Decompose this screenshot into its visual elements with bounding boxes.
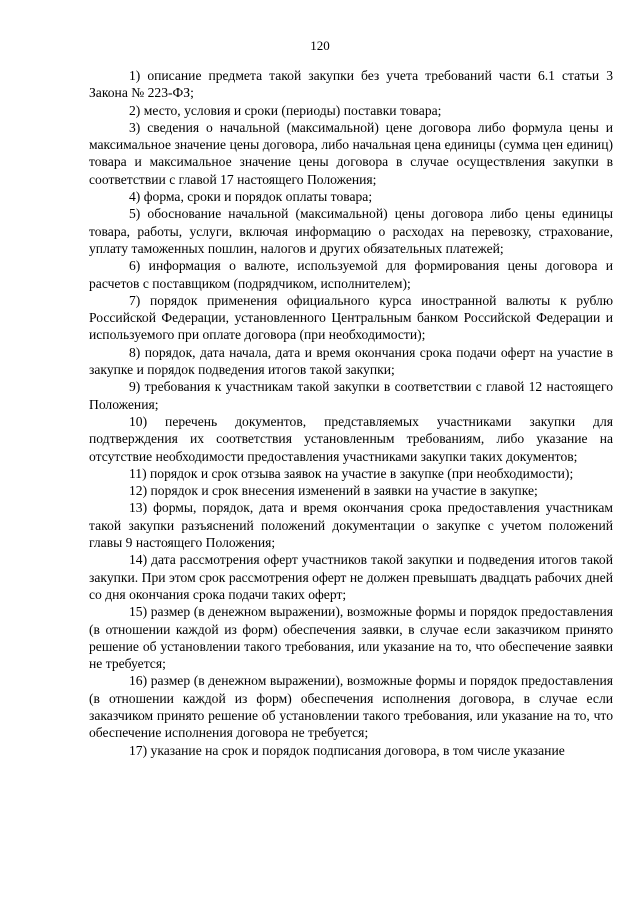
document-body	[89, 67, 613, 759]
page-number: 120	[310, 38, 330, 53]
list-item: 1) описание предмета такой закупки без учета требований части 6.1 статьи 3 Закона № 223-ФЗ;	[89, 68, 613, 101]
list-item: 10) перечень документов, представляемых участниками закупки для подтверждения их соответствия установленным требованиям, либо указание на отсутствие необходимости предоставления участниками закупки таких документов;	[89, 413, 613, 464]
list-item: 16) размер (в денежном выражении), возможные формы и порядок предоставления (в отношении каждой из форм) обеспечения исполнения договора, в случае если заказчиком принято решение об установлении такого требования, или указание на то, что обеспечение исполнения договора не требуется;	[89, 673, 613, 741]
list-item: 17) указание на срок и порядок подписания договора, в том числе указание	[129, 742, 565, 758]
list-item: 13) формы, порядок, дата и время окончания срока предоставления участникам такой закупки разъяснений положений документации о закупке с учетом положений главы 9 настоящего Положения;	[89, 500, 613, 551]
list-item: 4) форма, сроки и порядок оплаты товара;	[129, 189, 373, 205]
list-item: 5) обоснование начальной (максимальной) цены договора либо цены единицы товара, работы, услуги, включая информацию о расходах на перевозку, страхование, уплату таможенных пошлин, налогов и других обязательных платежей;	[89, 206, 613, 256]
list-item: 9) требования к участникам такой закупки в соответствии с главой 12 настоящего Положения;	[89, 379, 613, 412]
list-item: 8) порядок, дата начала, дата и время окончания срока подачи оферт на участие в закупке и порядок подведения итогов такой закупки;	[89, 344, 613, 378]
list-item: 2) место, условия и сроки (периоды) поставки товара;	[129, 102, 442, 118]
list-item: 15) размер (в денежном выражении), возможные формы и порядок предоставления (в отношении каждой из форм) обеспечения заявки, в случае если заказчиком принято решение об установлении такого требования, или указание на то, что обеспечение заявки не требуется;	[89, 604, 613, 672]
list-item: 12) порядок и срок внесения изменений в заявки на участие в закупке;	[129, 483, 538, 499]
list-item: 6) информация о валюте, используемой для формирования цены договора и расчетов с поставщиком (подрядчиком, исполнителем);	[89, 258, 613, 291]
list-item: 14) дата рассмотрения оферт участников такой закупки и подведения итогов такой закупки. При этом срок рассмотрения оферт не должен превышать двадцать рабочих дней со дня окончания срока подачи таких оферт;	[89, 552, 613, 602]
list-item: 11) порядок и срок отзыва заявок на участие в закупке (при необходимости);	[129, 465, 574, 481]
list-item: 7) порядок применения официального курса иностранной валюты к рублю Российской Федерации, установленного Центральным банком Российской Федерации и используемого при оплате договора (при необходимости);	[89, 292, 613, 343]
list-item: 3) сведения о начальной (максимальной) цене договора либо формула цены и максимальное значение цены договора, либо начальная цена единицы (сумма цен единиц) товара и максимальное значение цены договора в случае осуществления закупки в соответствии с главой 17 настоящего Положения;	[89, 119, 613, 187]
